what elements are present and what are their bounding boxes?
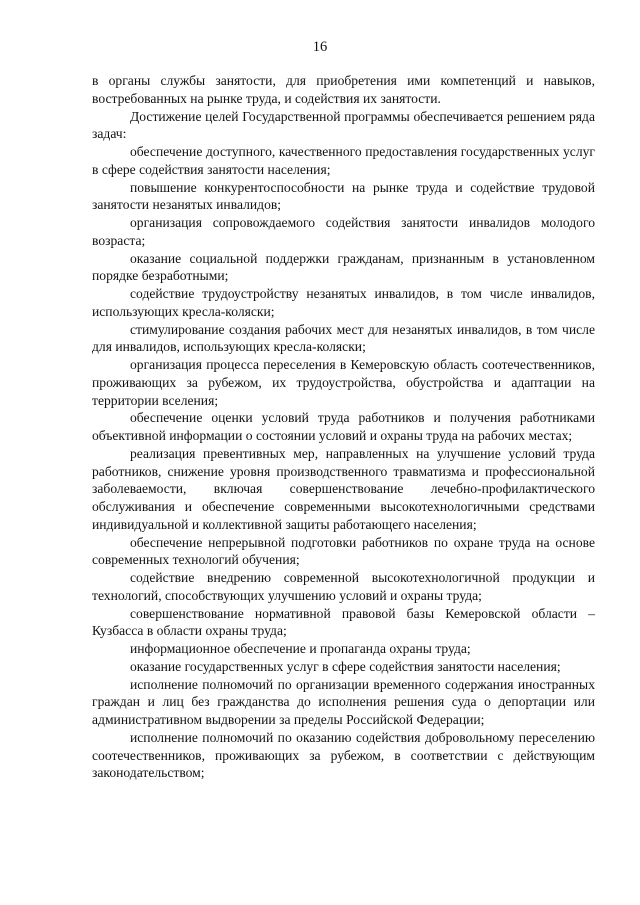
task-item: обеспечение непрерывной подготовки работников по охране труда на основе современных технологий обучения;: [92, 534, 595, 568]
task-item: оказание социальной поддержки гражданам, признанным в установленном порядке безработными;: [92, 250, 595, 284]
task-item: повышение конкурентоспособности на рынке труда и содействие трудовой занятости незанятых инвалидов;: [92, 179, 595, 213]
task-item: организация процесса переселения в Кемеровскую область соотечественников, проживающих за рубежом, их трудоустройства, обустройства и адаптации на территории вселения;: [92, 357, 595, 408]
task-item: обеспечение оценки условий труда работников и получения работниками объективной информации о состоянии условий и охраны труда на рабочих местах;: [92, 410, 595, 443]
task-item: исполнение полномочий по оказанию содействия добровольному переселению соотечественников, проживающих за рубежом, в соответствии с действующим законодательством;: [92, 729, 595, 781]
document-body: [92, 72, 595, 782]
task-item: содействие трудоустройству незанятых инвалидов, в том числе инвалидов, использующих кресла-коляски;: [92, 286, 595, 319]
page-number: 16: [312, 39, 328, 55]
task-item: содействие внедрению современной высокотехнологичной продукции и технологий, способствующих улучшению условий и охраны труда;: [92, 570, 595, 603]
paragraph-continuation: в органы службы занятости, для приобретения ими компетенций и навыков, востребованных на рынке труда, и содействия их занятости.: [92, 73, 595, 106]
task-item: совершенствование нормативной правовой базы Кемеровской области – Кузбасса в области охраны труда;: [92, 605, 595, 639]
paragraph-goals-intro: Достижение целей Государственной программы обеспечивается решением ряда задач:: [92, 108, 595, 142]
task-item: обеспечение доступного, качественного предоставления государственных услуг в сфере содействия занятости населения;: [92, 144, 595, 177]
task-item: организация сопровождаемого содействия занятости инвалидов молодого возраста;: [92, 215, 595, 248]
task-item: оказание государственных услуг в сфере содействия занятости населения;: [130, 658, 561, 674]
task-item: исполнение полномочий по организации временного содержания иностранных граждан и лиц без гражданства до исполнения решения суда о депортации или административном выдворении за пределы Российской Федерации;: [92, 676, 595, 727]
task-item: стимулирование создания рабочих мест для незанятых инвалидов, в том числе для инвалидов, использующих кресла-коляски;: [92, 321, 595, 355]
task-item: реализация превентивных мер, направленных на улучшение условий труда работников, снижение уровня производственного травматизма и профессиональной заболеваемости, включая совершенствование лечебно-профилактического обслуживания и обеспечение современными высокотехнологичными средствами индивидуальной и коллективной защиты работающего населения;: [92, 445, 595, 532]
task-item: информационное обеспечение и пропаганда охраны труда;: [130, 641, 471, 656]
